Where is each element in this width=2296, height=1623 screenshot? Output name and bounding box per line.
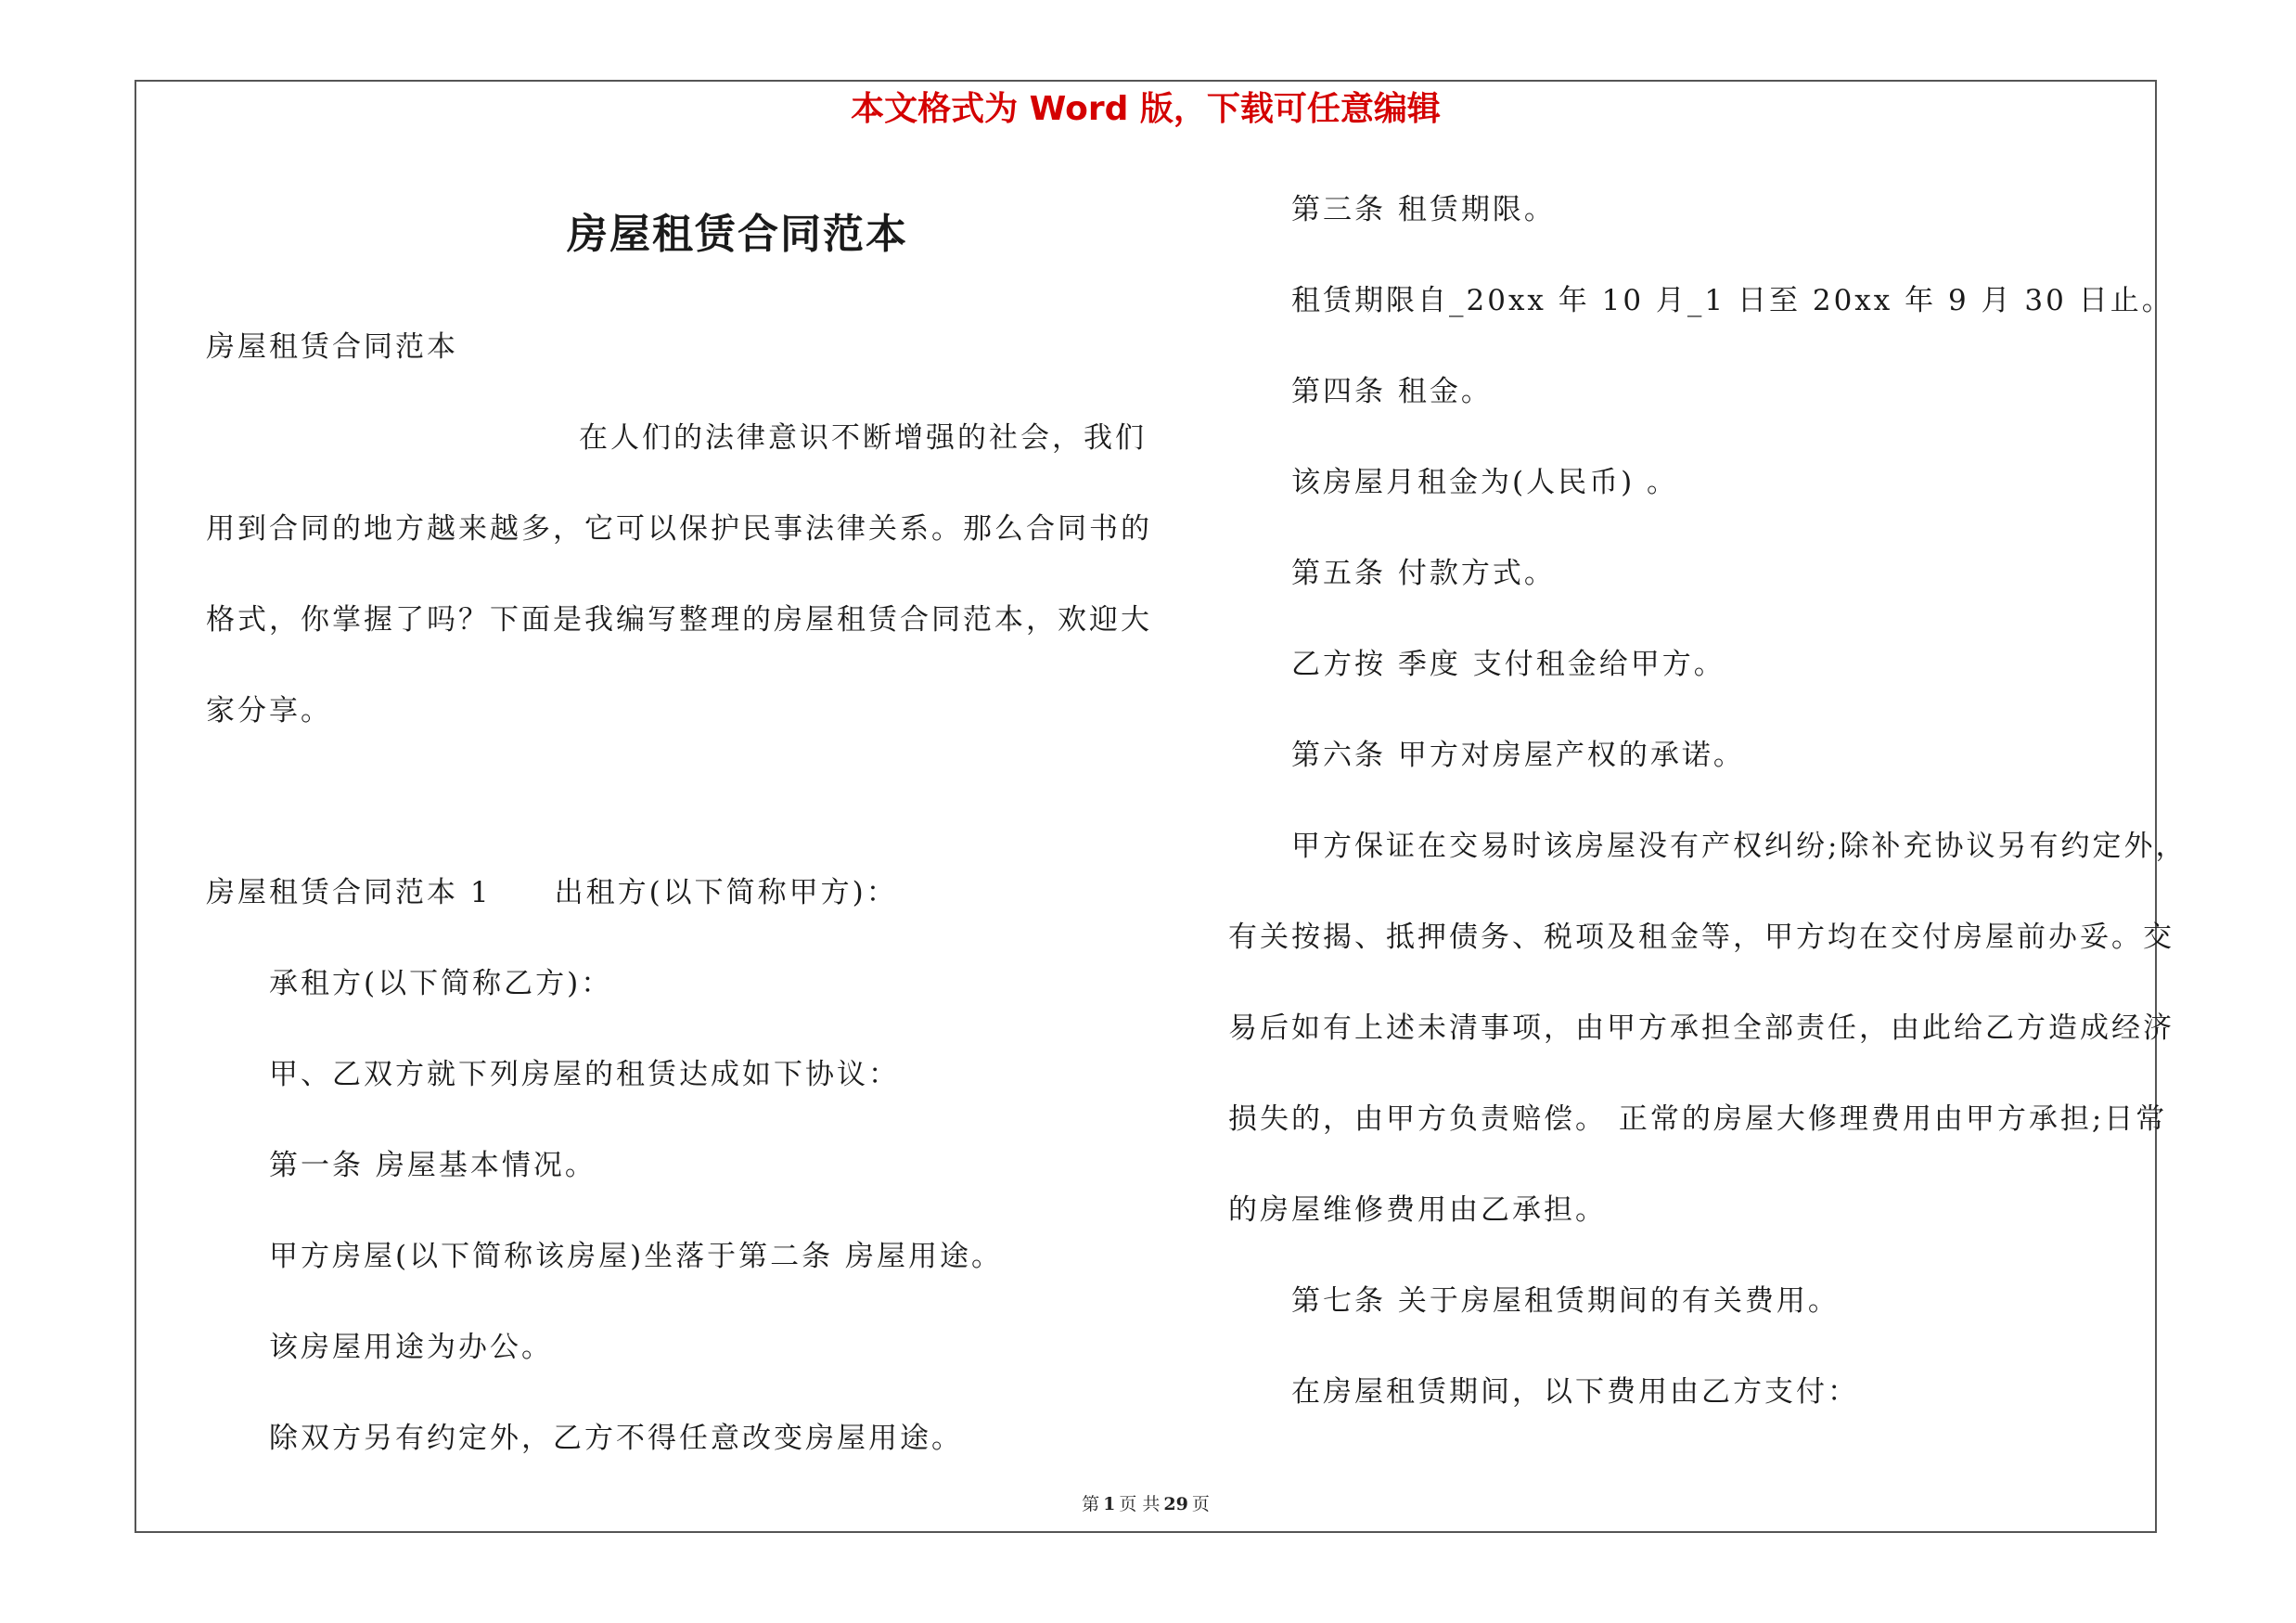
footer-suffix: 页 — [1191, 1494, 1210, 1514]
paragraph-line: 在房屋租赁期间，以下费用由乙方支付： — [1291, 1375, 1859, 1409]
paragraph-line: 有关按揭、抵押债务、税项及租金等，甲方均在交付房屋前办妥。交 — [1228, 921, 2174, 954]
footer-total-pages: 29 — [1163, 1494, 1188, 1514]
word-format-banner: 本文格式为 Word 版，下载可任意编辑 — [851, 90, 1441, 128]
footer-page-number: 1 — [1103, 1494, 1116, 1514]
clause-heading: 第七条 关于房屋租赁期间的有关费用。 — [1291, 1284, 1840, 1318]
paragraph-line: 除双方另有约定外，乙方不得任意改变房屋用途。 — [269, 1422, 963, 1455]
paragraph-line: 甲方房屋(以下简称该房屋)坐落于第二条 房屋用途。 — [269, 1240, 1004, 1273]
paragraph-line: 易后如有上述未清事项，由甲方承担全部责任，由此给乙方造成经济 — [1228, 1011, 2174, 1045]
paragraph-line: 承租方(以下简称乙方)： — [269, 967, 613, 1000]
paragraph-line: 用到合同的地方越来越多，它可以保护民事法律关系。那么合同书的 — [206, 512, 1152, 546]
clause-heading: 第六条 甲方对房屋产权的承诺。 — [1291, 739, 1745, 772]
footer-prefix: 第 — [1082, 1494, 1100, 1514]
clause-heading: 第一条 房屋基本情况。 — [269, 1149, 596, 1182]
paragraph-line: 甲方保证在交易时该房屋没有产权纠纷;除补充协议另有约定外， — [1291, 830, 2187, 863]
paragraph-line: 在人们的法律意识不断增强的社会，我们 — [579, 421, 1147, 455]
paragraph-line: 甲、乙双方就下列房屋的租赁达成如下协议： — [269, 1058, 900, 1091]
footer-middle: 页 共 — [1119, 1494, 1161, 1514]
paragraph-line: 乙方按 季度 支付租金给甲方。 — [1291, 648, 1725, 681]
paragraph-line: 的房屋维修费用由乙承担。 — [1228, 1193, 1607, 1227]
clause-heading: 第五条 付款方式。 — [1291, 557, 1556, 590]
clause-heading: 第四条 租金。 — [1291, 375, 1493, 408]
page-footer — [135, 1490, 2157, 1515]
paragraph-line: 租赁期限自_20xx 年 10 月_1 日至 20xx 年 9 月 30 日止。 — [1291, 284, 2174, 317]
paragraph-line: 该房屋用途为办公。 — [269, 1331, 553, 1364]
clause-heading: 第三条 租赁期限。 — [1291, 193, 1556, 226]
paragraph-line: 家分享。 — [206, 694, 332, 728]
paragraph-line: 损失的，由甲方负责赔偿。 正常的房屋大修理费用由甲方承担;日常 — [1228, 1102, 2168, 1136]
document-title: 房屋租赁合同范本 — [567, 211, 908, 258]
section-heading: 房屋租赁合同范本 1 出租方(以下简称甲方)： — [206, 876, 898, 909]
paragraph-line: 格式，你掌握了吗？下面是我编写整理的房屋租赁合同范本，欢迎大 — [206, 603, 1152, 637]
paragraph-line: 该房屋月租金为(人民币) 。 — [1291, 466, 1679, 499]
subtitle-line: 房屋租赁合同范本 — [206, 330, 458, 364]
